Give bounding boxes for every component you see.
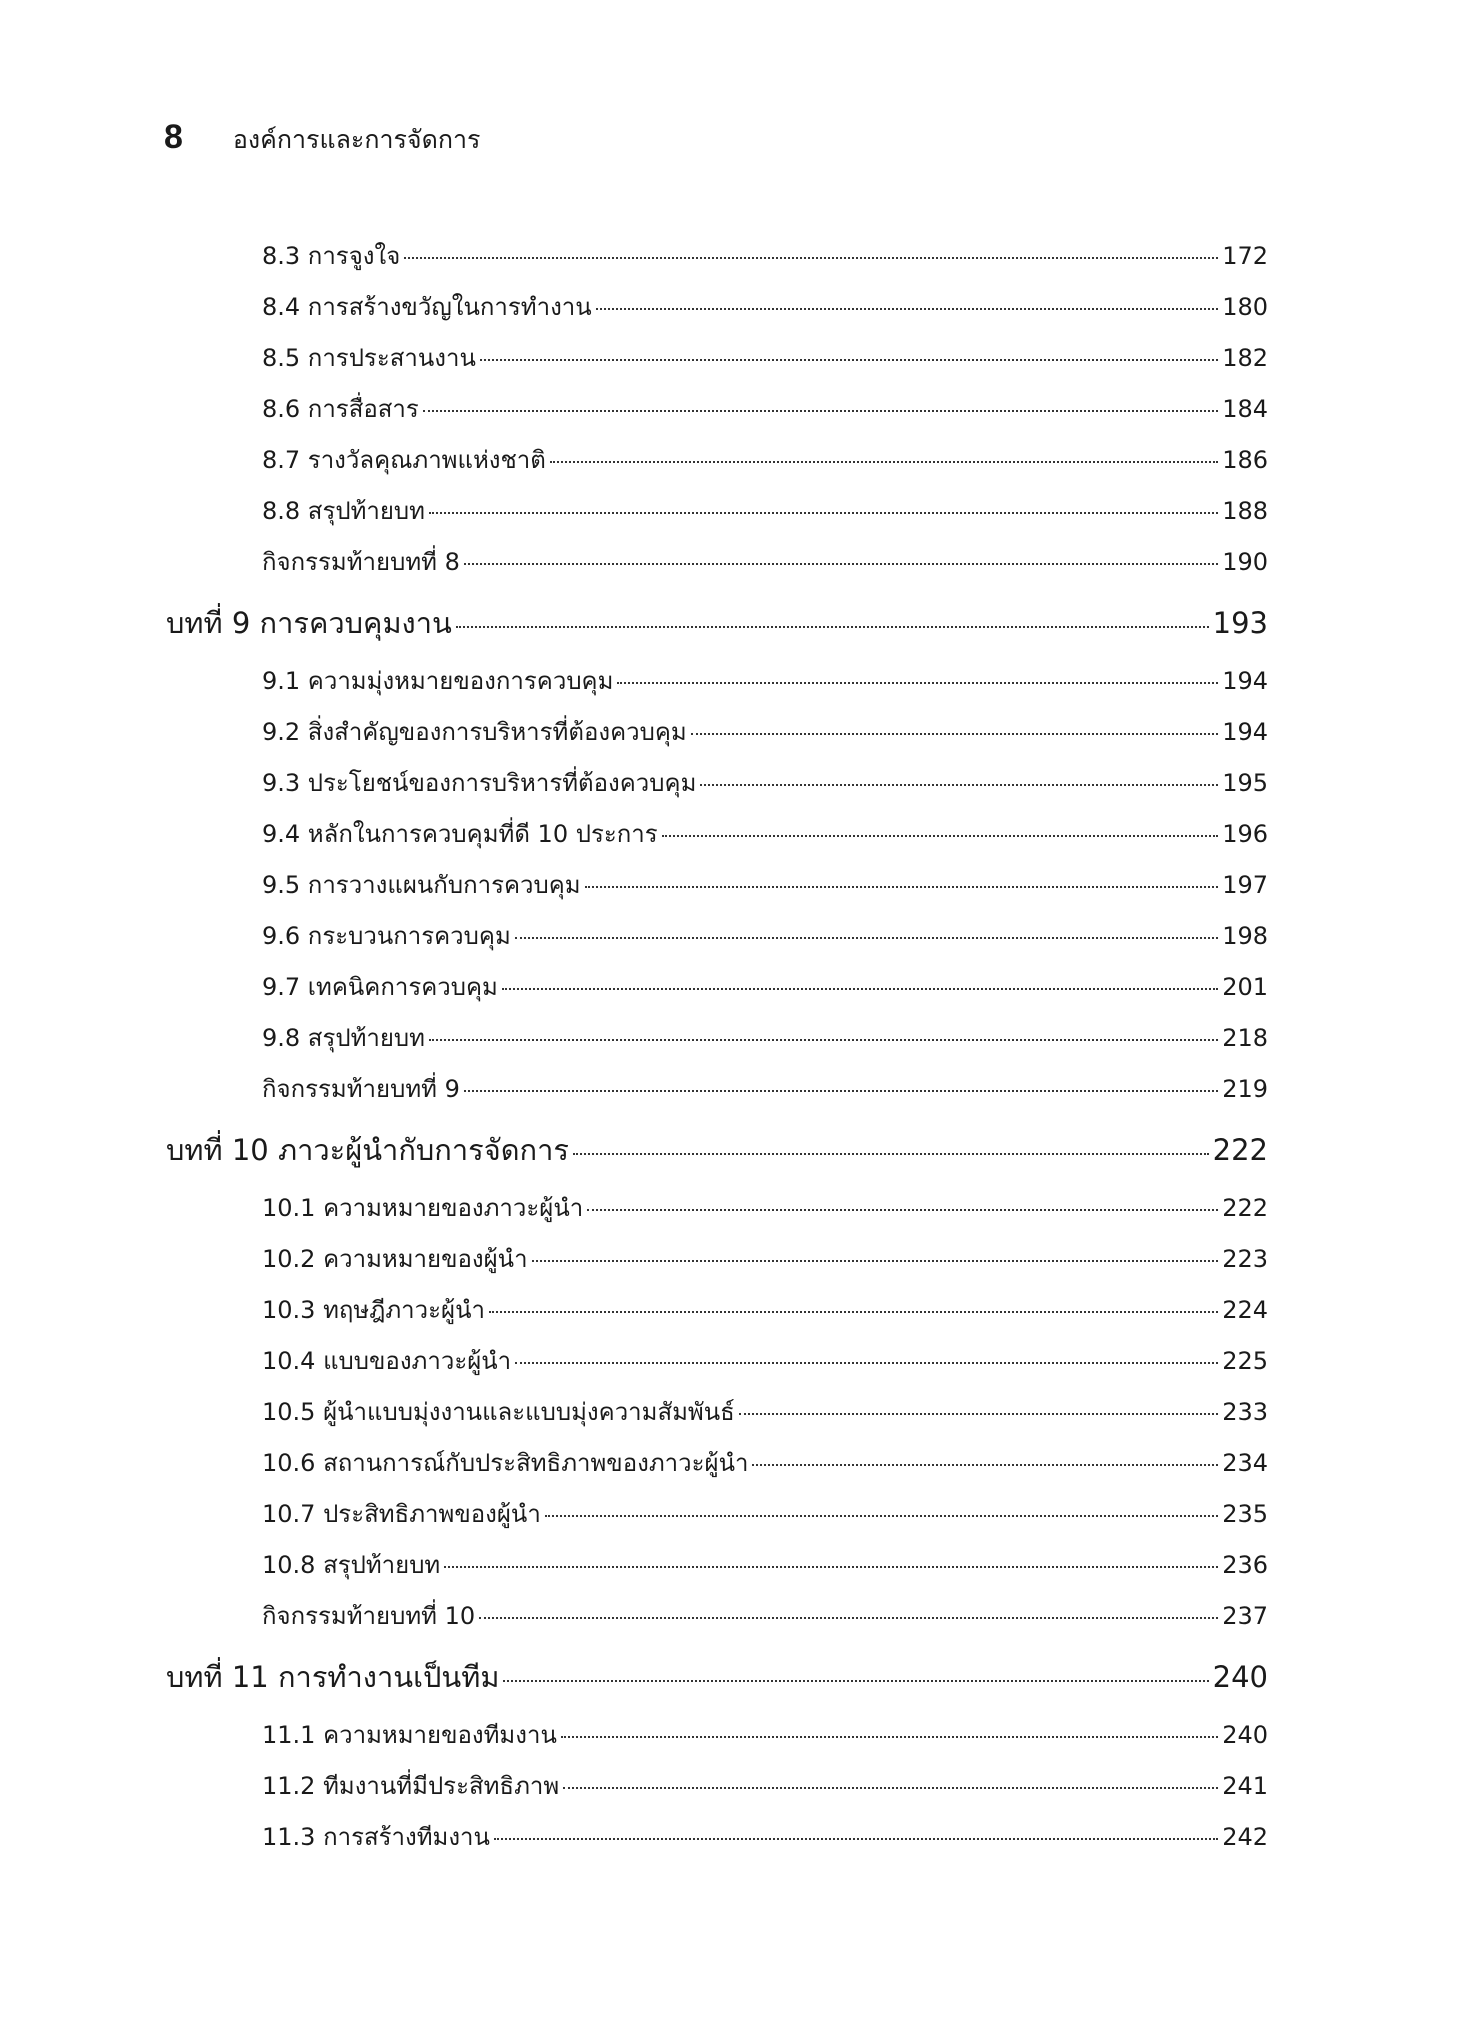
toc-entry-page-number: 188 [1222,497,1268,525]
dot-leader [494,1838,1218,1840]
toc-entry-page-number: 219 [1222,1075,1268,1103]
toc-section-entry [262,712,1268,746]
dot-leader [587,1209,1218,1211]
dot-leader [585,886,1219,888]
toc-entry-page-number: 242 [1222,1823,1268,1851]
dot-leader [489,1311,1218,1313]
toc-entry-page-number: 234 [1222,1449,1268,1477]
dot-leader [691,733,1218,735]
toc-entry-page-number: 194 [1222,667,1268,695]
dot-leader [573,1153,1209,1155]
toc-entry-title: 9.3 ประโยชน์ของการบริหารที่ต้องควบคุม [262,769,697,797]
toc-entry-page-number: 222 [1222,1194,1268,1222]
toc-section-entry [262,440,1268,474]
toc-section-entry [262,491,1268,525]
toc-section-entry [262,1817,1268,1851]
toc-chapter-entry [166,1654,1268,1694]
toc-entry-title: 9.6 กระบวนการควบคุม [262,922,511,950]
toc-entry-title: 8.6 การสื่อสาร [262,395,419,423]
toc-section-entry [262,1494,1268,1528]
toc-entry-page-number: 201 [1222,973,1268,1001]
toc-entry-page-number: 225 [1222,1347,1268,1375]
toc-section-entry [262,1290,1268,1324]
toc-section-entry [262,1545,1268,1579]
toc-section-entry [262,338,1268,372]
dot-leader [752,1464,1218,1466]
toc-entry-title: กิจกรรมท้ายบทที่ 9 [262,1075,460,1103]
toc-section-entry [262,1715,1268,1749]
toc-section-entry [262,1018,1268,1052]
toc-section-entry [262,1392,1268,1426]
dot-leader [515,937,1218,939]
toc-entry-title: บทที่ 9 การควบคุมงาน [166,606,452,640]
running-header [164,118,480,160]
toc-section-entry [262,814,1268,848]
toc-entry-title: 10.8 สรุปท้ายบท [262,1551,441,1579]
page-number: 8 [164,118,183,156]
dot-leader [404,257,1218,259]
toc-entry-page-number: 190 [1222,548,1268,576]
dot-leader [503,1680,1208,1682]
toc-entry-title: 8.7 รางวัลคุณภาพแห่งชาติ [262,446,546,474]
book-title: องค์การและการจัดการ [232,125,481,154]
dot-leader [423,410,1218,412]
toc-section-entry [262,542,1268,576]
toc-section-entry [262,916,1268,950]
toc-section-entry [262,287,1268,321]
toc-entry-title: บทที่ 10 ภาวะผู้นำกับการจัดการ [166,1133,569,1167]
toc-entry-page-number: 194 [1222,718,1268,746]
dot-leader [563,1787,1218,1789]
toc-chapter-entry [166,600,1268,640]
dot-leader [545,1515,1218,1517]
toc-section-entry [262,1239,1268,1273]
toc-section-entry [262,1596,1268,1630]
toc-entry-page-number: 218 [1222,1024,1268,1052]
toc-entry-title: 9.8 สรุปท้ายบท [262,1024,425,1052]
toc-entry-title: 9.4 หลักในการควบคุมที่ดี 10 ประการ [262,820,658,848]
toc-entry-title: 8.8 สรุปท้ายบท [262,497,425,525]
dot-leader [739,1413,1218,1415]
dot-leader [617,682,1218,684]
toc-section-entry [262,1341,1268,1375]
dot-leader [444,1566,1218,1568]
dot-leader [479,1617,1218,1619]
toc-entry-page-number: 172 [1222,242,1268,270]
dot-leader [596,308,1219,310]
dot-leader [515,1362,1218,1364]
toc-entry-title: 10.5 ผู้นำแบบมุ่งงานและแบบมุ่งความสัมพันธ์ [262,1398,735,1426]
toc-entry-page-number: 235 [1222,1500,1268,1528]
toc-entry-title: 11.3 การสร้างทีมงาน [262,1823,490,1851]
dot-leader [464,563,1218,565]
toc-entry-page-number: 182 [1222,344,1268,372]
toc-entry-title: 11.2 ทีมงานที่มีประสิทธิภาพ [262,1772,560,1800]
toc-entry-title: 9.5 การวางแผนกับการควบคุม [262,871,581,899]
toc-section-entry [262,236,1268,270]
toc-entry-page-number: 241 [1222,1772,1268,1800]
toc-section-entry [262,389,1268,423]
toc-entry-page-number: 196 [1222,820,1268,848]
dot-leader [480,359,1218,361]
toc-entry-title: 10.6 สถานการณ์กับประสิทธิภาพของภาวะผู้นำ [262,1449,749,1477]
toc-entry-page-number: 237 [1222,1602,1268,1630]
toc-entry-page-number: 240 [1212,1660,1268,1694]
toc-entry-title: บทที่ 11 การทำงานเป็นทีม [166,1660,500,1694]
toc-entry-page-number: 184 [1222,395,1268,423]
toc-entry-page-number: 186 [1222,446,1268,474]
toc-section-entry [262,1766,1268,1800]
toc-entry-title: 9.1 ความมุ่งหมายของการควบคุม [262,667,614,695]
toc-entry-title: 8.3 การจูงใจ [262,242,401,270]
toc-section-entry [262,865,1268,899]
toc-entry-title: 8.4 การสร้างขวัญในการทำงาน [262,293,592,321]
toc-entry-page-number: 180 [1222,293,1268,321]
dot-leader [561,1736,1218,1738]
toc-entry-title: 9.7 เทคนิคการควบคุม [262,973,498,1001]
toc-entry-title: 10.3 ทฤษฎีภาวะผู้นำ [262,1296,485,1324]
toc-entry-title: กิจกรรมท้ายบทที่ 8 [262,548,460,576]
toc-entry-page-number: 193 [1212,606,1268,640]
dot-leader [700,784,1218,786]
toc-entry-page-number: 198 [1222,922,1268,950]
toc-entry-title: 10.7 ประสิทธิภาพของผู้นำ [262,1500,541,1528]
dot-leader [464,1090,1218,1092]
toc-entry-title: 9.2 สิ่งสำคัญของการบริหารที่ต้องควบคุม [262,718,687,746]
toc-entry-page-number: 197 [1222,871,1268,899]
toc-chapter-entry [166,1127,1268,1167]
toc-entry-page-number: 236 [1222,1551,1268,1579]
toc-section-entry [262,967,1268,1001]
toc-section-entry [262,1443,1268,1477]
toc-entry-page-number: 240 [1222,1721,1268,1749]
dot-leader [429,512,1218,514]
toc-entry-title: 10.1 ความหมายของภาวะผู้นำ [262,1194,584,1222]
toc-entry-page-number: 195 [1222,769,1268,797]
toc-entry-title: กิจกรรมท้ายบทที่ 10 [262,1602,476,1630]
toc-entry-title: 11.1 ความหมายของทีมงาน [262,1721,557,1749]
dot-leader [532,1260,1219,1262]
toc-section-entry [262,763,1268,797]
toc-section-entry [262,1069,1268,1103]
toc-entry-page-number: 224 [1222,1296,1268,1324]
dot-leader [456,626,1209,628]
toc-entry-page-number: 222 [1212,1133,1268,1167]
dot-leader [662,835,1219,837]
toc-section-entry [262,1188,1268,1222]
toc-entry-page-number: 233 [1222,1398,1268,1426]
dot-leader [502,988,1218,990]
toc-entry-title: 10.4 แบบของภาวะผู้นำ [262,1347,512,1375]
toc-entry-page-number: 223 [1222,1245,1268,1273]
toc-entry-title: 10.2 ความหมายของผู้นำ [262,1245,528,1273]
toc-section-entry [262,661,1268,695]
toc-entry-title: 8.5 การประสานงาน [262,344,476,372]
dot-leader [550,461,1218,463]
dot-leader [429,1039,1218,1041]
